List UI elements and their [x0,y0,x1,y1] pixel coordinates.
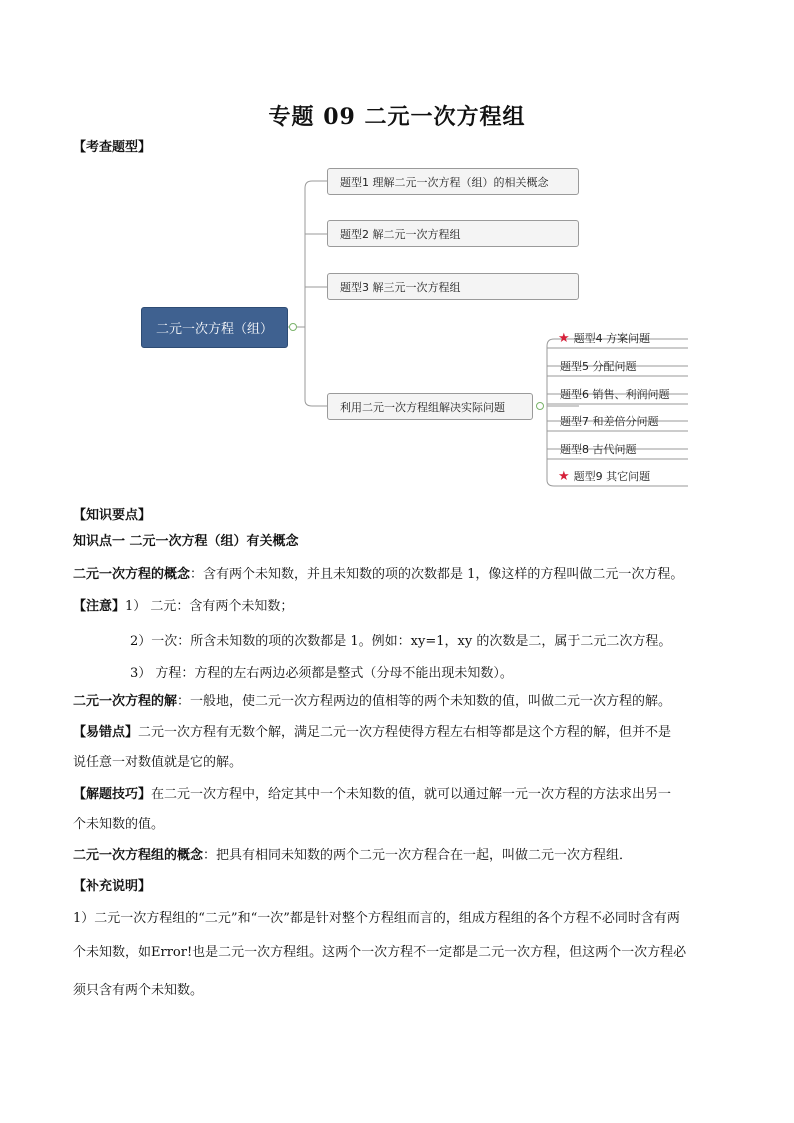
page-title: 专题 09 二元一次方程组 [268,104,526,130]
star-icon: ★ [558,468,570,484]
supplement-line-2: 个未知数，如Error!也是二元一次方程组。这两个一次方程不一定都是二元一次方程，但这两个一次方程必 [73,945,687,960]
sub-item-type5: 题型5 分配问题 [560,360,637,373]
note-line-1: 【注意】1） 二元：含有两个未知数； [73,599,294,614]
branch-type3: 题型3 解三元一次方程组 [327,273,579,300]
concept-paragraph: 二元一次方程的概念：含有两个未知数，并且未知数的项的次数都是 1，像这样的方程叫做二元一次方程。 [73,567,684,582]
solution-paragraph: 二元一次方程的解：一般地，使二元一次方程两边的值相等的两个未知数的值，叫做二元一次方程的解。 [73,694,672,709]
tip-paragraph-2: 个未知数的值。 [73,817,165,832]
star-icon: ★ [558,330,570,346]
knowledge-point1-title: 知识点一 二元一次方程（组）有关概念 [73,534,299,549]
branch-type1: 题型1 理解二元一次方程（组）的相关概念 [327,168,579,195]
sub-item-type4: ★ 题型4 方案问题 [558,330,651,346]
sub-item-type8: 题型8 古代问题 [560,443,637,456]
branch-type2: 题型2 解二元一次方程组 [327,220,579,247]
system-paragraph: 二元一次方程组的概念：把具有相同未知数的两个二元一次方程合在一起，叫做二元一次方程组． [73,848,633,863]
sub-item-type6: 题型6 销售、利润问题 [560,388,670,401]
sub-item-type9: ★ 题型9 其它问题 [558,468,651,484]
supplement-heading: 【补充说明】 [73,879,152,894]
branch-applications: 利用二元一次方程组解决实际问题 [327,393,533,420]
sub-item-type7: 题型7 和差倍分问题 [560,415,659,428]
supplement-line-1: 1）二元一次方程组的“二元”和“一次”都是针对整个方程组而言的，组成方程组的各个方程不必同时含有两 [73,911,680,926]
note-line-2: 2）一次：所含未知数的项的次数都是 1。例如：xy=1，xy 的次数是二，属于二元二次方程。 [130,634,672,649]
error-paragraph-2: 说任意一对数值就是它的解。 [73,755,243,770]
supplement-line-3: 须只含有两个未知数。 [73,983,204,998]
tip-paragraph-1: 【解题技巧】在二元一次方程中，给定其中一个未知数的值，就可以通过解一元一次方程的方法求出另一 [73,787,672,802]
error-paragraph-1: 【易错点】二元一次方程有无数个解，满足二元一次方程使得方程左右相等都是这个方程的解，但并不是 [73,725,672,740]
exam-types-heading: 【考查题型】 [73,140,152,155]
mindmap-root: 二元一次方程（组） [141,307,288,348]
note-line-3: 3） 方程：方程的左右两边必须都是整式（分母不能出现未知数）。 [130,666,513,681]
knowledge-heading: 【知识要点】 [73,508,152,523]
